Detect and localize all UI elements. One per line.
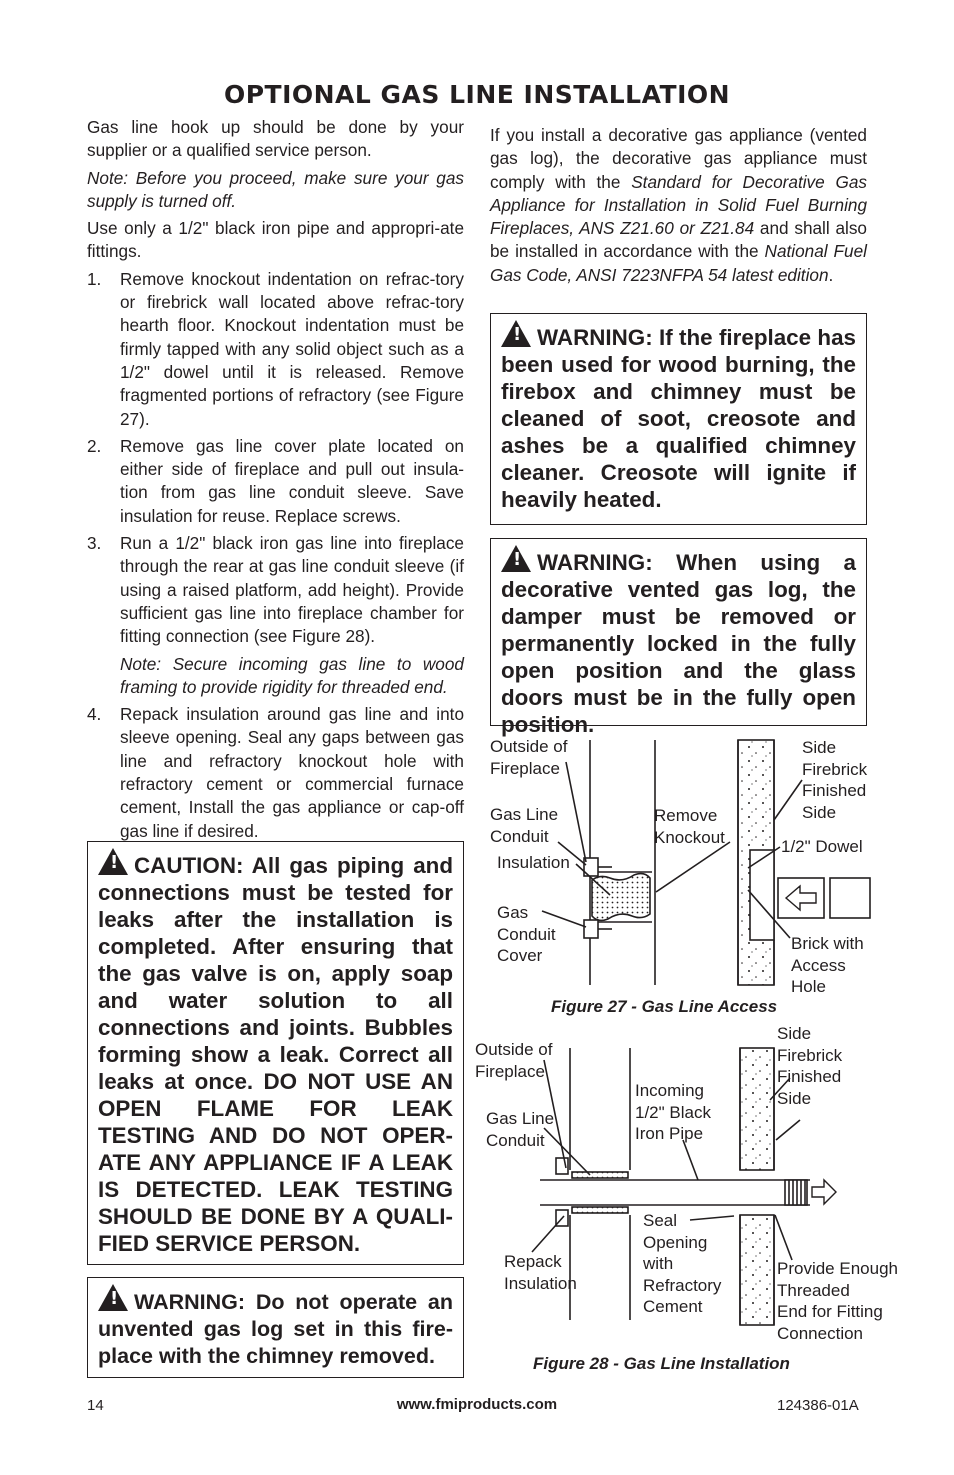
fig28-label-conduit: Gas Line Conduit bbox=[486, 1109, 555, 1150]
text-run: If you install a decorative gas appliance (vented gas log), the decorative gas appliance must comply with the bbox=[490, 125, 867, 192]
list-item bbox=[87, 532, 464, 699]
list-item bbox=[87, 268, 464, 431]
pipe-paragraph: Use only a 1/2" black iron pipe and appropri-ate fittings. bbox=[87, 218, 464, 262]
website-url: www.fmiproducts.com bbox=[396, 1396, 558, 1413]
fig28-label-provide: Provide Enough Threaded End for Fitting Connection bbox=[777, 1259, 898, 1343]
fig27-label-conduit: Gas Line Conduit bbox=[490, 805, 559, 846]
text-run: . bbox=[828, 264, 834, 285]
fig28-label-repack: Repack Insulation bbox=[504, 1252, 577, 1293]
left-column bbox=[87, 116, 464, 847]
list-item bbox=[87, 435, 464, 528]
right-column bbox=[490, 124, 867, 291]
step-number: 4. bbox=[87, 704, 102, 725]
decorative-appliance-paragraph bbox=[490, 124, 867, 287]
warning-damper-text: WARNING: When using a decorative vented gas log, the damper must be removed or permanently locked in the fully open position and the glass doors must be in the fully open position. bbox=[501, 550, 856, 737]
fig27-label-insulation: Insulation bbox=[497, 853, 570, 872]
fig27-label-outside: Outside of Fireplace bbox=[490, 737, 568, 778]
text-run: and shall also be installed in accordance with the bbox=[490, 218, 867, 262]
step-note: Note: Secure incoming gas line to wood framing to provide rigidity for threaded end. bbox=[120, 653, 464, 697]
caution-box bbox=[87, 841, 464, 1265]
warning-triangle-icon bbox=[501, 320, 531, 347]
warning-wood-text: WARNING: If the fireplace has been used for wood burning, the firebox and chimney must be cleaned of soot, creosote and ashes be a qualified chimney cleaner. Creosote will ignite if heavily heated. bbox=[501, 325, 856, 512]
code-citation: National Fuel Gas Code, ANSI 7223NFPA 54 latest edition bbox=[490, 241, 867, 285]
page-number: 14 bbox=[87, 1397, 104, 1414]
fig28-label-outside: Outside of Fireplace bbox=[475, 1040, 553, 1081]
fig27-label-dowel: 1/2" Dowel bbox=[781, 837, 863, 856]
fig28-label-seal: Seal Opening with Refractory Cement bbox=[643, 1211, 722, 1316]
step-number: 1. bbox=[87, 268, 102, 289]
fig28-label-incoming: Incoming 1/2" Black Iron Pipe bbox=[635, 1081, 711, 1143]
step-text: Run a 1/2" black iron gas line into fireplace through the rear at gas line conduit sleeve (if using a raised platform, add height). Provide sufficient gas line into fireplace chamber for fitting connection (see Figure 28). bbox=[120, 533, 464, 647]
list-item bbox=[87, 703, 464, 843]
figure-27-caption: Figure 27 - Gas Line Access bbox=[551, 997, 778, 1016]
fig27-label-side: Side Firebrick Finished Side bbox=[802, 738, 868, 822]
note-gas-off: Note: Before you proceed, make sure your gas supply is turned off. bbox=[87, 167, 464, 211]
warning-triangle-icon bbox=[98, 1284, 128, 1311]
steps-list bbox=[87, 268, 464, 843]
warning-triangle-icon bbox=[98, 848, 128, 875]
warning-wood-box bbox=[490, 313, 867, 525]
figure-28-caption: Figure 28 - Gas Line Installation bbox=[533, 1354, 790, 1373]
document-number: 124386-01A bbox=[777, 1397, 859, 1414]
step-text: Remove gas line cover plate located on either side of fireplace and pull out insula-tion from gas line conduit sleeve. Save insulation for reuse. Replace screws. bbox=[120, 435, 464, 526]
page-title: OPTIONAL GAS LINE INSTALLATION bbox=[223, 80, 731, 109]
fig27-label-cover: Gas Conduit Cover bbox=[497, 903, 556, 965]
warning-unvented-text: WARNING: Do not operate an unvented gas log set in this fire-place with the chimney removed. bbox=[98, 1290, 453, 1368]
step-text: Repack insulation around gas line and into sleeve opening. Seal any gaps between gas line and refractory knockout hole with refractory cement or commercial furnace cement, Install the gas appliance or cap-off gas line if desired. bbox=[120, 704, 464, 841]
step-number: 2. bbox=[87, 435, 102, 456]
caution-text: CAUTION: All gas piping and connections must be tested for leaks after the installation is completed. After ensuring that the gas valve is on, apply soap and water solution to all connections and joints. Bubbles forming show a leak. Correct all leaks at once. DO NOT USE AN OPEN FLAME FOR LEAK TESTING AND DO NOT OPER-ATE ANY APPLIANCE IF A LEAK IS DETECTED. LEAK TESTING SHOULD BE DONE BY A QUALI-FIED SERVICE PERSON. bbox=[98, 853, 453, 1256]
standard-citation: Standard for Decorative Gas Appliance for Installation in Solid Fuel Burning Fireplaces, ANS Z21.60 or Z21.84 bbox=[490, 171, 867, 239]
fig28-label-side: Side Firebrick Finished Side bbox=[777, 1024, 843, 1108]
fig27-label-brick: Brick with Access Hole bbox=[791, 934, 864, 996]
warning-unvented-box bbox=[87, 1277, 464, 1378]
warning-triangle-icon bbox=[501, 545, 531, 572]
step-number: 3. bbox=[87, 533, 102, 554]
fig27-label-remove: Remove Knockout bbox=[654, 806, 725, 847]
intro-paragraph: Gas line hook up should be done by your supplier or a qualified service person. bbox=[87, 117, 464, 161]
warning-damper-box bbox=[490, 538, 867, 737]
step-text: Remove knockout indentation on refrac-tory or firebrick wall located above refrac-tory hearth floor. Knockout indentation must be firmly tapped with any solid object such as a 1/2" dowel until it is released. Remove fragmented portions of refractory (see Figure 27). bbox=[120, 268, 464, 429]
